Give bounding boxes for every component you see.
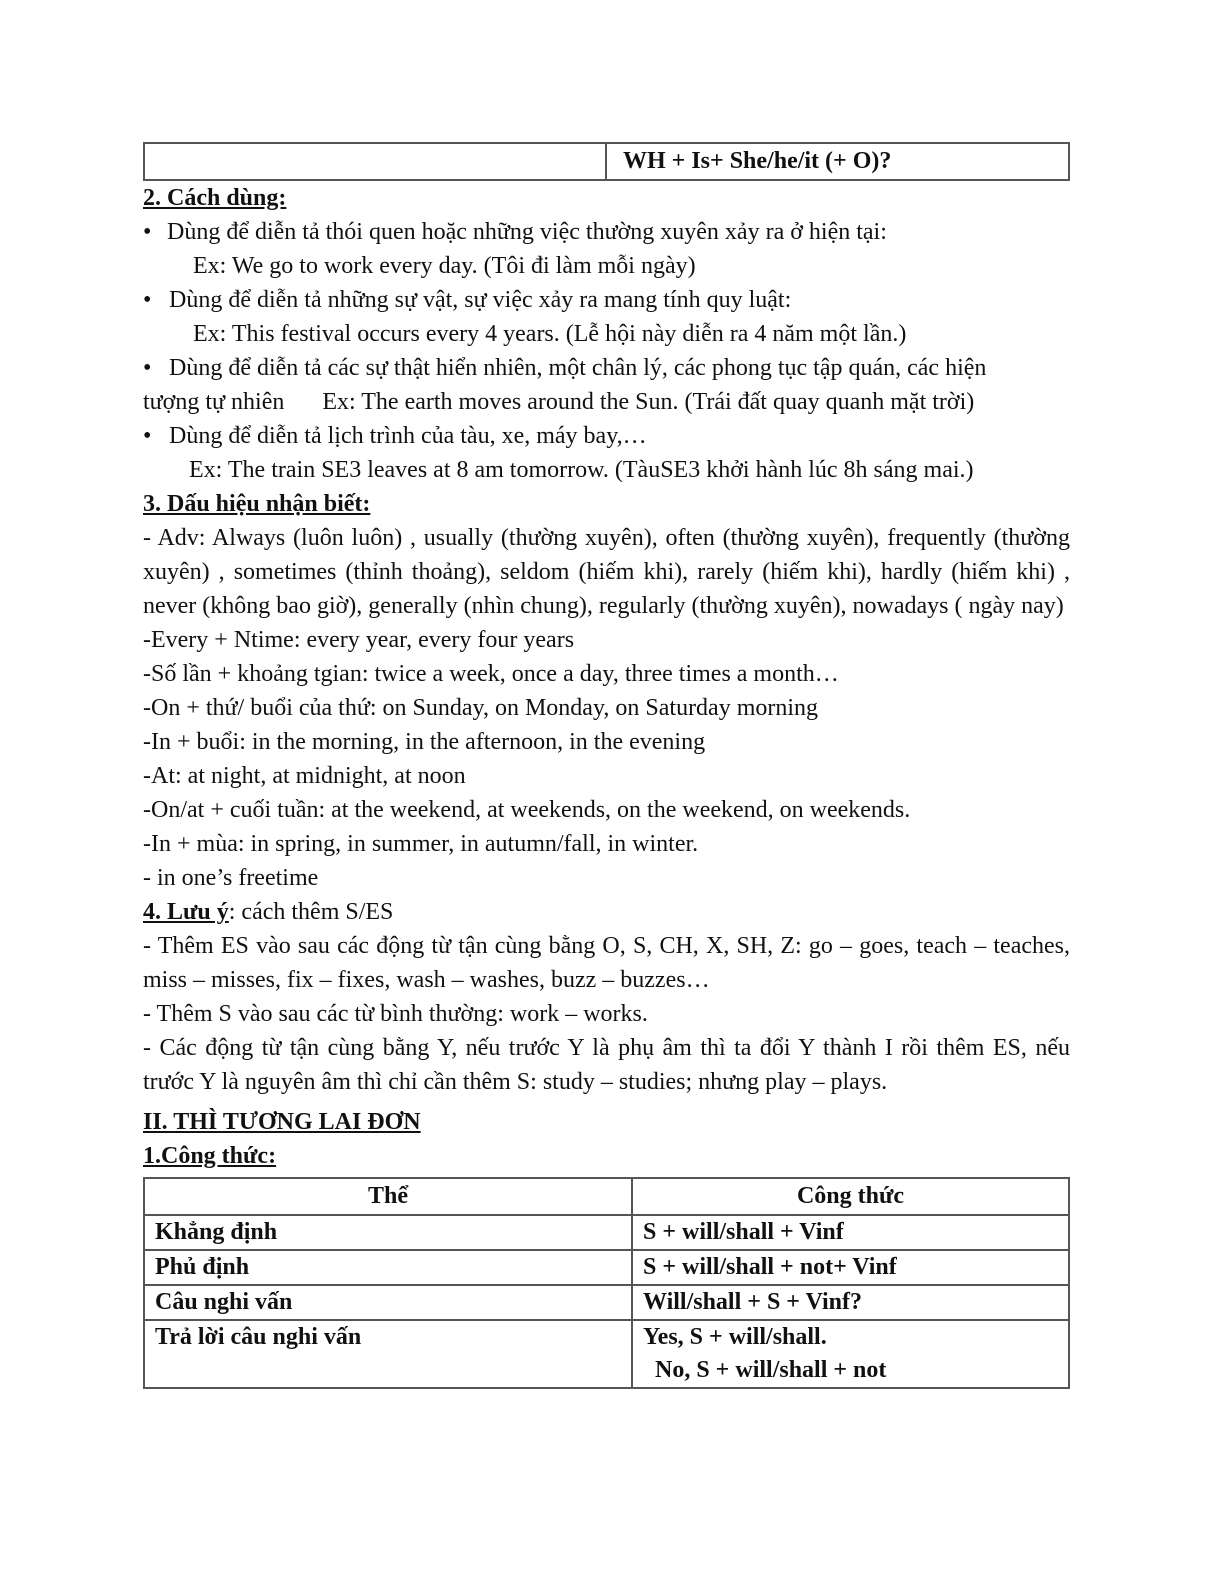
table-cell-wh-question: WH + Is+ She/he/it (+ O)?: [606, 143, 1069, 180]
table-row: [144, 143, 1069, 180]
table-cell-form: Phủ định: [144, 1250, 632, 1285]
table-row: [144, 1250, 1069, 1285]
usage-example-2: Ex: This festival occurs every 4 years. (Lễ hội này diễn ra 4 năm một lần.): [193, 321, 907, 347]
note-paragraph: - Thêm ES vào sau các động từ tận cùng bằng O, S, CH, X, SH, Z: go – goes, teach – teaches, miss – misses, fix – fixes, wash – washes, buzz – buzzes…: [143, 933, 1070, 993]
signs-line: - in one’s freetime: [143, 865, 319, 891]
note-heading: 4. Lưu ý: [143, 899, 229, 925]
usage-example-1: Ex: We go to work every day. (Tôi đi làm mỗi ngày): [193, 253, 696, 279]
answer-no: No, S + will/shall + not: [655, 1357, 887, 1383]
formula-table: [143, 1177, 1070, 1389]
signs-line: -At: at night, at midnight, at noon: [143, 763, 466, 789]
table-header-row: [144, 1178, 1069, 1215]
note-paragraph: - Các động từ tận cùng bằng Y, nếu trước Y là phụ âm thì ta đổi Y thành I rồi thêm ES, nếu trước Y là nguyên âm thì chỉ cần thêm S: study – studies; nhưng play – plays.: [143, 1035, 1070, 1095]
table-row: [144, 1285, 1069, 1320]
signs-line: -In + buổi: in the morning, in the afternoon, in the evening: [143, 729, 706, 755]
usage-example-4: Ex: The train SE3 leaves at 8 am tomorrow. (TàuSE3 khởi hành lúc 8h sáng mai.): [189, 457, 974, 483]
bullet-icon: •: [143, 219, 152, 245]
future-section: [143, 1105, 1070, 1389]
usage-bullet-1: • Dùng để diễn tả thói quen hoặc những việc thường xuyên xảy ra ở hiện tại:: [143, 215, 1070, 249]
usage-bullet-2: • Dùng để diễn tả những sự vật, sự việc xảy ra mang tính quy luật:: [143, 283, 1070, 317]
table-cell-formula: S + will/shall + Vinf: [632, 1215, 1069, 1250]
usage-section: [143, 181, 1070, 487]
usage-heading: 2. Cách dùng:: [143, 185, 287, 211]
bullet-icon: •: [143, 423, 152, 449]
table-header: Công thức: [632, 1178, 1069, 1215]
note-paragraph: - Thêm S vào sau các từ bình thường: work – works.: [143, 1001, 648, 1027]
note-section: [143, 895, 1070, 1099]
signs-line: -Số lần + khoảng tgian: twice a week, once a day, three times a month…: [143, 661, 839, 687]
document-page: [143, 142, 1070, 1389]
table-cell-form: Trả lời câu nghi vấn: [144, 1320, 632, 1388]
table-row: [144, 1215, 1069, 1250]
bullet-icon: •: [143, 287, 152, 313]
signs-heading: 3. Dấu hiệu nhận biết:: [143, 491, 371, 517]
usage-bullet-3-cont: tượng tự nhiên Ex: The earth moves around the Sun. (Trái đất quay quanh mặt trời): [143, 389, 975, 415]
table-cell-formula: Will/shall + S + Vinf?: [632, 1285, 1069, 1320]
table-header: Thể: [144, 1178, 632, 1215]
bullet-icon: •: [143, 355, 152, 381]
usage-bullet-4: • Dùng để diễn tả lịch trình của tàu, xe, máy bay,…: [143, 419, 1070, 453]
signs-line: -Every + Ntime: every year, every four years: [143, 627, 575, 653]
table-cell-empty: [144, 143, 606, 180]
future-heading: II. THÌ TƯƠNG LAI ĐƠN: [143, 1109, 421, 1135]
usage-bullet-3: • Dùng để diễn tả các sự thật hiển nhiên, một chân lý, các phong tục tập quán, các hiện: [143, 351, 1070, 385]
table-cell-formula: S + will/shall + not+ Vinf: [632, 1250, 1069, 1285]
signs-line: -On/at + cuối tuần: at the weekend, at weekends, on the weekend, on weekends.: [143, 797, 911, 823]
table-row: [144, 1320, 1069, 1388]
note-heading-line: 4. Lưu ý: cách thêm S/ES: [143, 899, 394, 925]
signs-line: -In + mùa: in spring, in summer, in autumn/fall, in winter.: [143, 831, 699, 857]
formula-heading: 1.Công thức:: [143, 1143, 277, 1169]
signs-line: -On + thứ/ buổi của thứ: on Sunday, on Monday, on Saturday morning: [143, 695, 819, 721]
table-cell-form: Câu nghi vấn: [144, 1285, 632, 1320]
signs-section: [143, 487, 1070, 895]
formula-table-tail: [143, 142, 1070, 181]
signs-adverbs: - Adv: Always (luôn luôn) , usually (thường xuyên), often (thường xuyên), frequently (thường xuyên) , sometimes (thỉnh thoảng), seldom (hiếm khi), rarely (hiếm khi), hardly (hiếm khi) , never (không bao giờ), generally (nhìn chung), regularly (thường xuyên), nowadays ( ngày nay): [143, 525, 1070, 619]
answer-yes: Yes, S + will/shall.: [643, 1324, 827, 1350]
table-cell-form: Khẳng định: [144, 1215, 632, 1250]
table-cell-formula: [632, 1320, 1069, 1388]
